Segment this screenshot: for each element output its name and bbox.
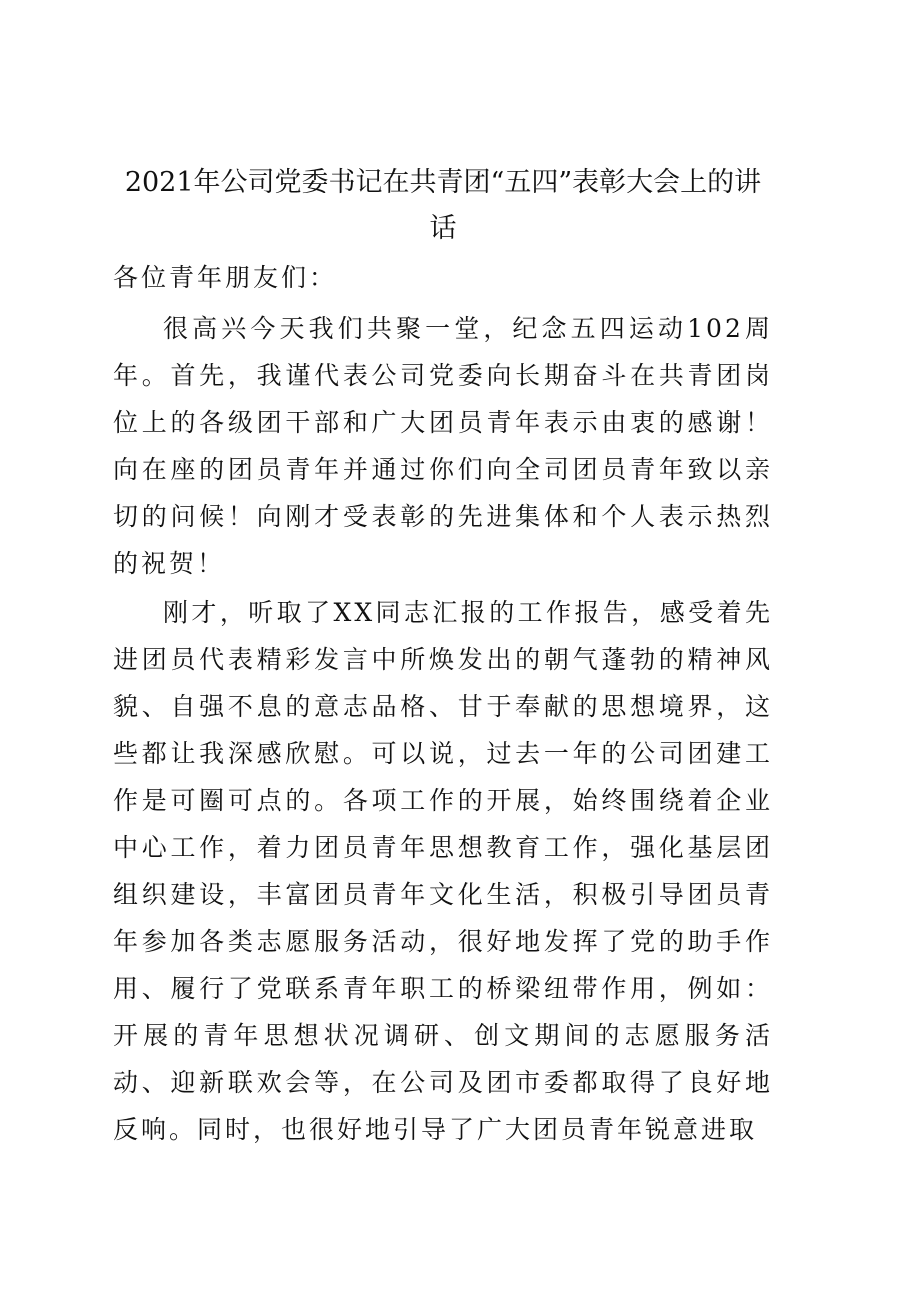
document-body [113,160,773,1153]
paragraph-work-review: 刚才，听取了XX同志汇报的工作报告，感受着先进团员代表精彩发言中所焕发出的朝气蓬勃的精神风貌、自强不息的意志品格、甘于奉献的思想境界，这些都让我深感欣慰。可以说，过去一年的公司团建工作是可圈可点的。各项工作的开展，始终围绕着企业中心工作，着力团员青年思想教育工作，强化基层团组织建设，丰富团员青年文化生活，积极引导团员青年参加各类志愿服务活动，很好地发挥了党的助手作用、履行了党联系青年职工的桥梁纽带作用，例如：开展的青年思想状况调研、创文期间的志愿服务活动、迎新联欢会等，在公司及团市委都取得了良好地反响。同时，也很好地引导了广大团员青年锐意进取 [113,598,773,1144]
document-title: 2021年公司党委书记在共青团“五四”表彰大会上的讲话 [124,167,762,244]
salutation: 各位青年朋友们： [113,263,338,292]
paragraph-opening: 很高兴今天我们共聚一堂，纪念五四运动102周年。首先，我谨代表公司党委向长期奋斗在共青团岗位上的各级团干部和广大团员青年表示由衷的感谢！向在座的团员青年并通过你们向全司团员青年致以亲切的问候！向刚才受表彰的先进集体和个人表示热烈的祝贺！ [113,314,773,578]
